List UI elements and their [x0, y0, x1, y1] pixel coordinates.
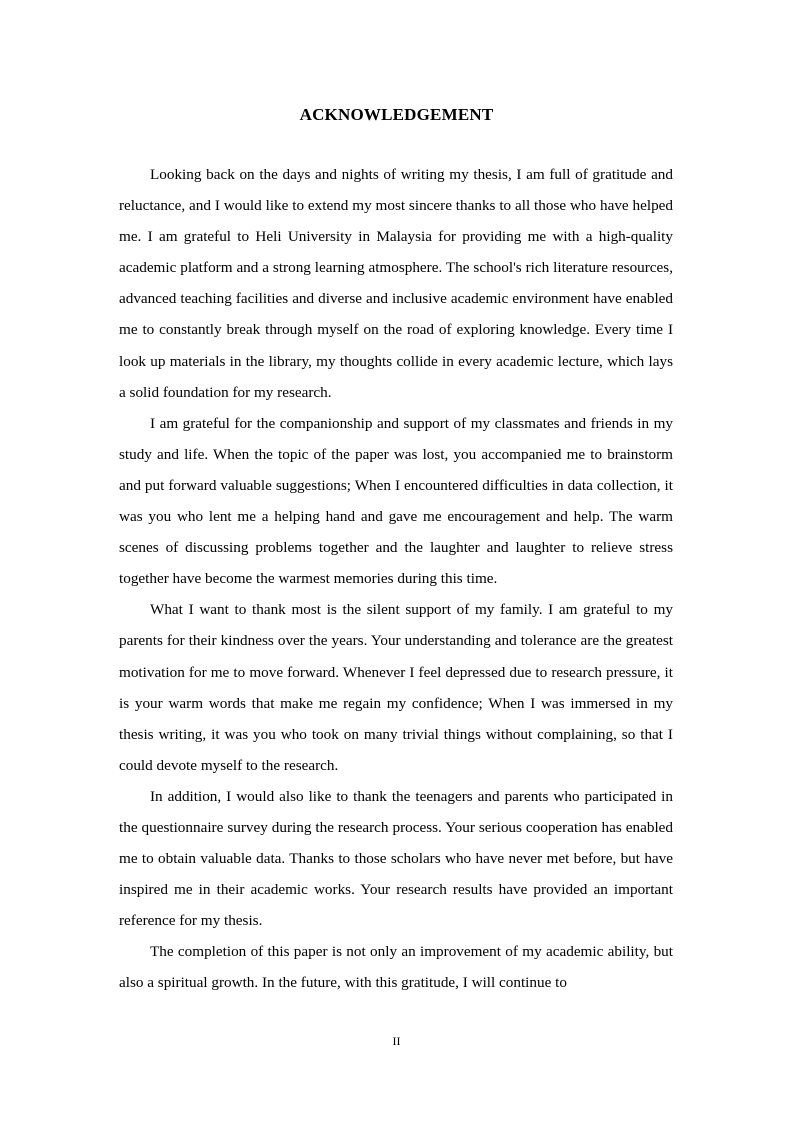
paragraph: In addition, I would also like to thank the teenagers and parents who participated in the questionnaire survey during the research process. Your serious cooperation has enabled me to obtain valuable data. Thanks to those scholars who have never met before, but have inspired me in their academic works. Your research results have provided an important reference for my thesis.	[119, 787, 673, 930]
paragraph: What I want to thank most is the silent support of my family. I am grateful to my parents for their kindness over the years. Your understanding and tolerance are the greatest motivation for me to move forward. Whenever I feel depressed due to research pressure, it is your warm words that make me regain my confidence; When I was immersed in my thesis writing, it was you who took on many trivial things without complaining, so that I could devote myself to the research.	[119, 601, 673, 774]
paragraph: Looking back on the days and nights of writing my thesis, I am full of gratitude and reluctance, and I would like to extend my most sincere thanks to all those who have helped me. I am grateful to Heli University in Malaysia for providing me with a high-quality academic platform and a strong learning atmosphere. The school's rich literature resources, advanced teaching facilities and diverse and inclusive academic environment have enabled me to constantly break through myself on the road of exploring knowledge. Every time I look up materials in the library, my thoughts collide in every academic lecture, which lays a solid foundation for my research.	[119, 166, 673, 401]
page-title: ACKNOWLEDGEMENT	[299, 105, 494, 124]
paragraph: I am grateful for the companionship and support of my classmates and friends in my study and life. When the topic of the paper was lost, you accompanied me to brainstorm and put forward valuable suggestions; When I encountered difficulties in data collection, it was you who lent me a helping hand and gave me encouragement and help. The warm scenes of discussing problems together and the laughter and laughter to relieve stress together have become the warmest memories during this time.	[119, 414, 673, 588]
paragraph: The completion of this paper is not only an improvement of my academic ability, but also a spiritual growth. In the future, with this gratitude, I will continue to	[119, 943, 673, 992]
acknowledgement-body	[119, 159, 673, 999]
page-number: II	[392, 1034, 401, 1048]
